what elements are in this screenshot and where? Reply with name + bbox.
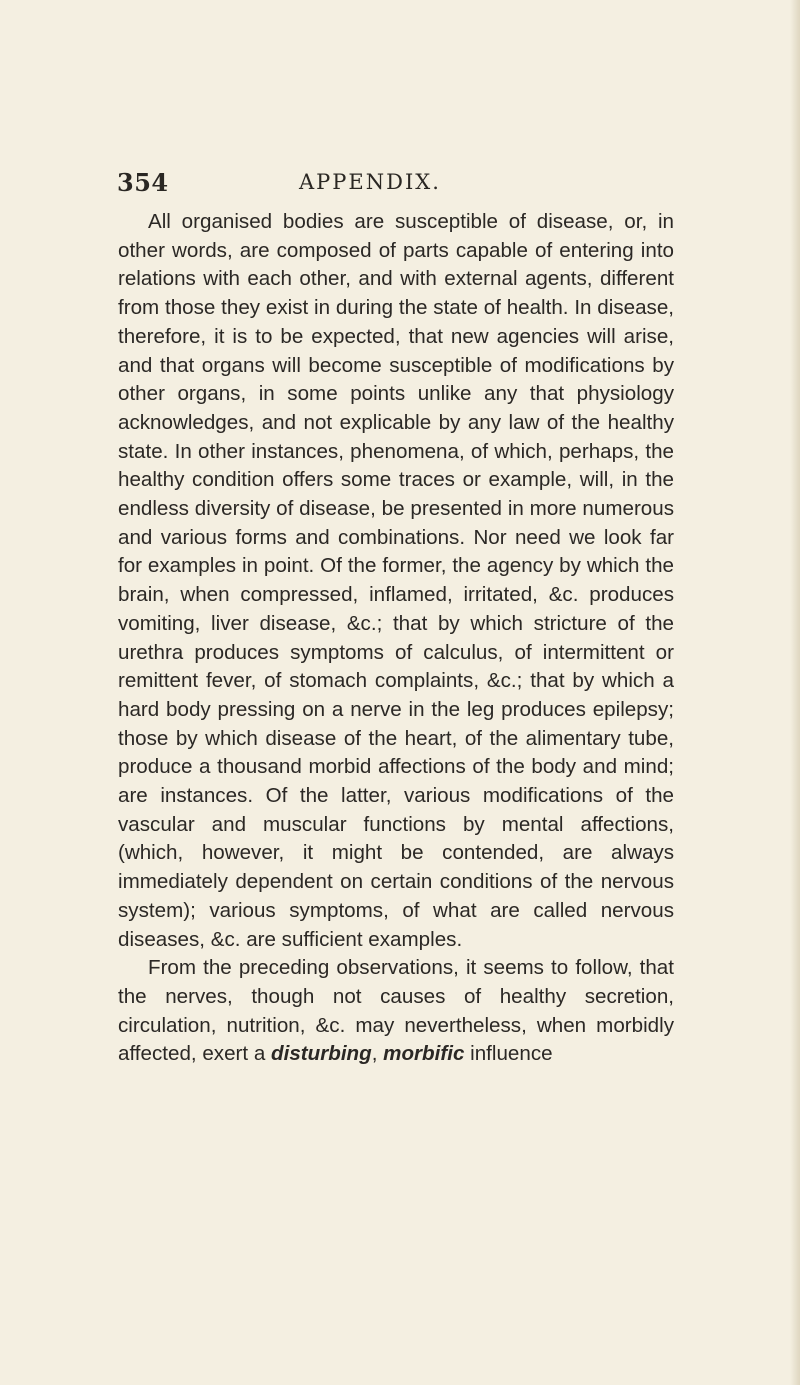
paragraph-2-text-before: From the preceding observations, it seems to follow, that the nerves, though not causes of healthy secretion, circulation, nutrition, &c. may nevertheless, when morbidly affected, exert a [118, 956, 674, 1066]
running-head: APPENDIX. [299, 170, 441, 194]
body-text [118, 208, 674, 1069]
page-number: 354 [117, 168, 169, 197]
page-header [117, 168, 677, 198]
emphasis-morbific: morbific [383, 1042, 465, 1066]
paragraph-2-text-after: influence [464, 1042, 553, 1066]
paragraph-1: All organised bodies are susceptible of disease, or, in other words, are composed of parts capable of entering into relations with each other, and with external agents, different from those they exist in during the state of health. In disease, therefore, it is to be expected, that new agencies will arise, and that organs will become susceptible of modifications by other organs, in some points unlike any that physiology acknowledges, and not explicable by any law of the healthy state. In other instances, phenomena, of which, perhaps, the healthy condition offers some traces or example, will, in the endless diversity of disease, be presented in more numerous and various forms and combinations. Nor need we look far for examples in point. Of the former, the agency by which the brain, when compressed, inflamed, irritated, &c. produces vomiting, liver disease, &c.; that by which stricture of the urethra produces symptoms of calculus, of intermittent or remittent fever, of stomach complaints, &c.; that by which a hard body pressing on a nerve in the leg produces epilepsy; those by which disease of the heart, of the alimentary tube, produce a thousand morbid affections of the body and mind; are instances. Of the latter, various modifications of the vascular and muscular functions by mental affections, (which, however, it might be contended, are always immediately dependent on certain conditions of the nervous system); various symptoms, of what are called nervous diseases, &c. are sufficient examples. [118, 210, 674, 951]
paragraph-2 [118, 954, 674, 1069]
page-edge-shadow [790, 0, 800, 1385]
emphasis-disturbing: disturbing [271, 1042, 372, 1066]
paragraph-2-separator: , [371, 1042, 384, 1066]
